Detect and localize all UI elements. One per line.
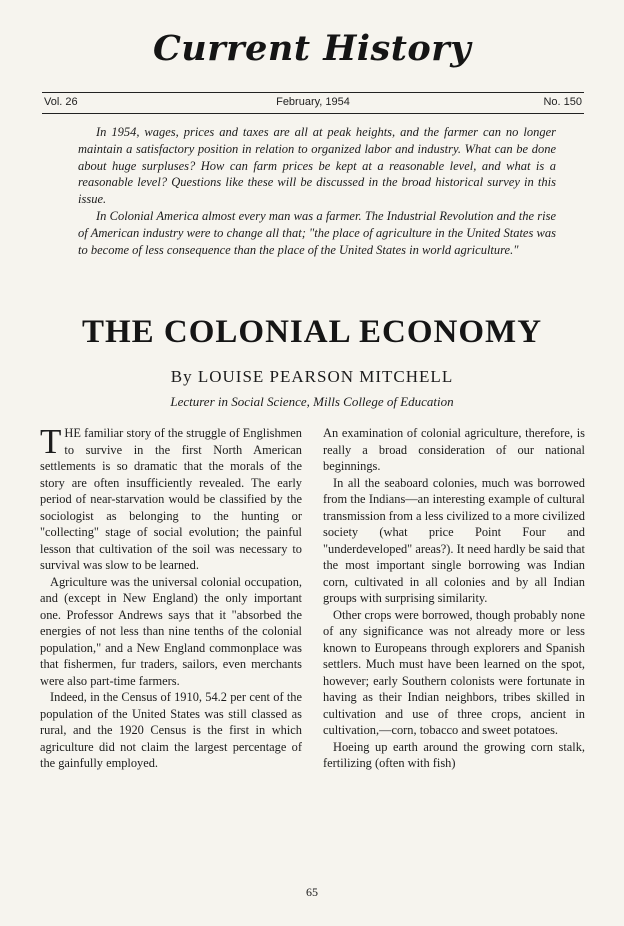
author-affiliation: Lecturer in Social Science, Mills College of Education (170, 394, 454, 409)
volume-label: Vol. 26 (44, 96, 78, 108)
issue-line (42, 96, 584, 112)
author-byline: By LOUISE PEARSON MITCHELL (170, 367, 454, 386)
body-paragraph: An examination of colonial agriculture, therefore, is really a broad consideration of our national beginnings. (323, 426, 585, 473)
body-paragraph: Indeed, in the Census of 1910, 54.2 per cent of the population of the United States was still classed as rural, and the 1920 Census is the first in which agriculture did not claim the largest percentage of the gainfully employed. (40, 690, 302, 770)
intro-paragraph: In Colonial America almost every man was a farmer. The Industrial Revolution and the rise of American industry were to change all that; "the place of agriculture in the United States was to become of less consequence than the place of the United States in world agriculture." (78, 208, 556, 257)
article-column-right (323, 425, 585, 772)
article-title: THE COLONIAL ECONOMY (81, 314, 543, 350)
body-paragraph: Agriculture was the universal colonial occupation, and (except in New England) the only important one. Professor Andrews says that it "absorbed the energies of not less than nine tenths of the colonial population," and a New England commonplace was that fishermen, fur traders, sailors, even merchants were also part-time farmers. (40, 574, 302, 688)
journal-title: Current History (152, 28, 472, 69)
issue-date: February, 1954 (276, 96, 350, 108)
masthead-rule-bottom (42, 113, 584, 114)
drop-cap: T (40, 422, 62, 461)
body-paragraph (40, 422, 302, 574)
masthead-rule-top (42, 92, 584, 93)
article-column-left (40, 422, 302, 772)
body-paragraph: Hoeing up earth around the growing corn stalk, fertilizing (often with fish) (323, 739, 585, 770)
editor-intro (78, 124, 556, 258)
body-paragraph: Other crops were borrowed, though probably none of any significance was not already more or less known to Europeans through explorers and Spanish settlers. Much must have been learned on the spot, however; early Southern colonists were fortunate in having as their Indian neighbors, tribes skilled in cultivation and use of three crops, ancient in cultivation,—corn, tobacco and sweet potatoes. (323, 607, 585, 737)
body-paragraph: In all the seaboard colonies, much was borrowed from the Indians—an interesting example of cultural transmission from a less civilized to a more civilized society (what price Point Four and "underdeveloped" areas?). It need hardly be said that the most important single borrowing was Indian corn, cultivated in all colonies and by all Indian groups with surprising similarity. (323, 475, 585, 605)
opening-text: HE familiar story of the struggle of Englishmen to survive in the first North American settlements is so dramatic that the morals of the story are often insufficiently revealed. The early period of near-starvation would be classified by the sociologist as belonging to the hunting or "collecting" stage of social evolution; the painful lesson that cultivation of the soil was necessary to survival was slow to be learned. (40, 426, 302, 572)
page-number: 65 (306, 885, 318, 899)
intro-paragraph: In 1954, wages, prices and taxes are all at peak heights, and the farmer can no longer maintain a satisfactory position in relation to organized labor and industry. What can be done about huge surpluses? How can farm prices be kept at a reasonable level, and what is a reasonable level? Questions like these will be discussed in the broad historical survey in this issue. (78, 125, 556, 207)
issue-number: No. 150 (543, 96, 582, 108)
